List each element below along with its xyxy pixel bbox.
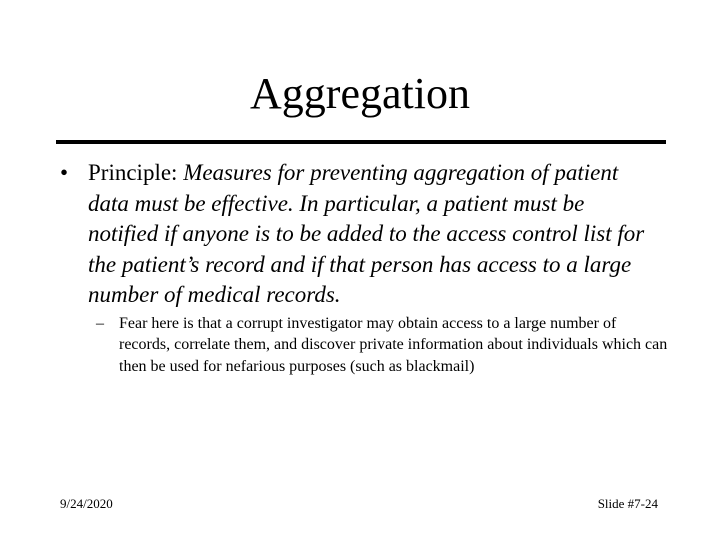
sub-bullet [96, 313, 670, 377]
title-divider [56, 140, 666, 144]
principle-body: Measures for preventing aggregation of patient data must be effective. In particular, a patient must be notified if anyone is to be added to the access control list for the patient’s record and if that person has access to a large number of medical records. [88, 160, 645, 307]
footer-slide-number: Slide #7-24 [597, 496, 658, 511]
slide-title: Aggregation [250, 69, 470, 118]
sub-bullet-marker: – [96, 315, 104, 332]
principle-label: Principle: [88, 160, 184, 185]
principle-bullet [60, 158, 660, 311]
bullet-marker: • [60, 160, 69, 185]
principle-text [88, 158, 660, 311]
footer-date: 9/24/2020 [60, 496, 113, 511]
sub-bullet-text: Fear here is that a corrupt investigator may obtain access to a large number of records, correlate them, and discover private information about individuals which can then be used for nefarious purposes (such as blackmail) [119, 315, 668, 375]
